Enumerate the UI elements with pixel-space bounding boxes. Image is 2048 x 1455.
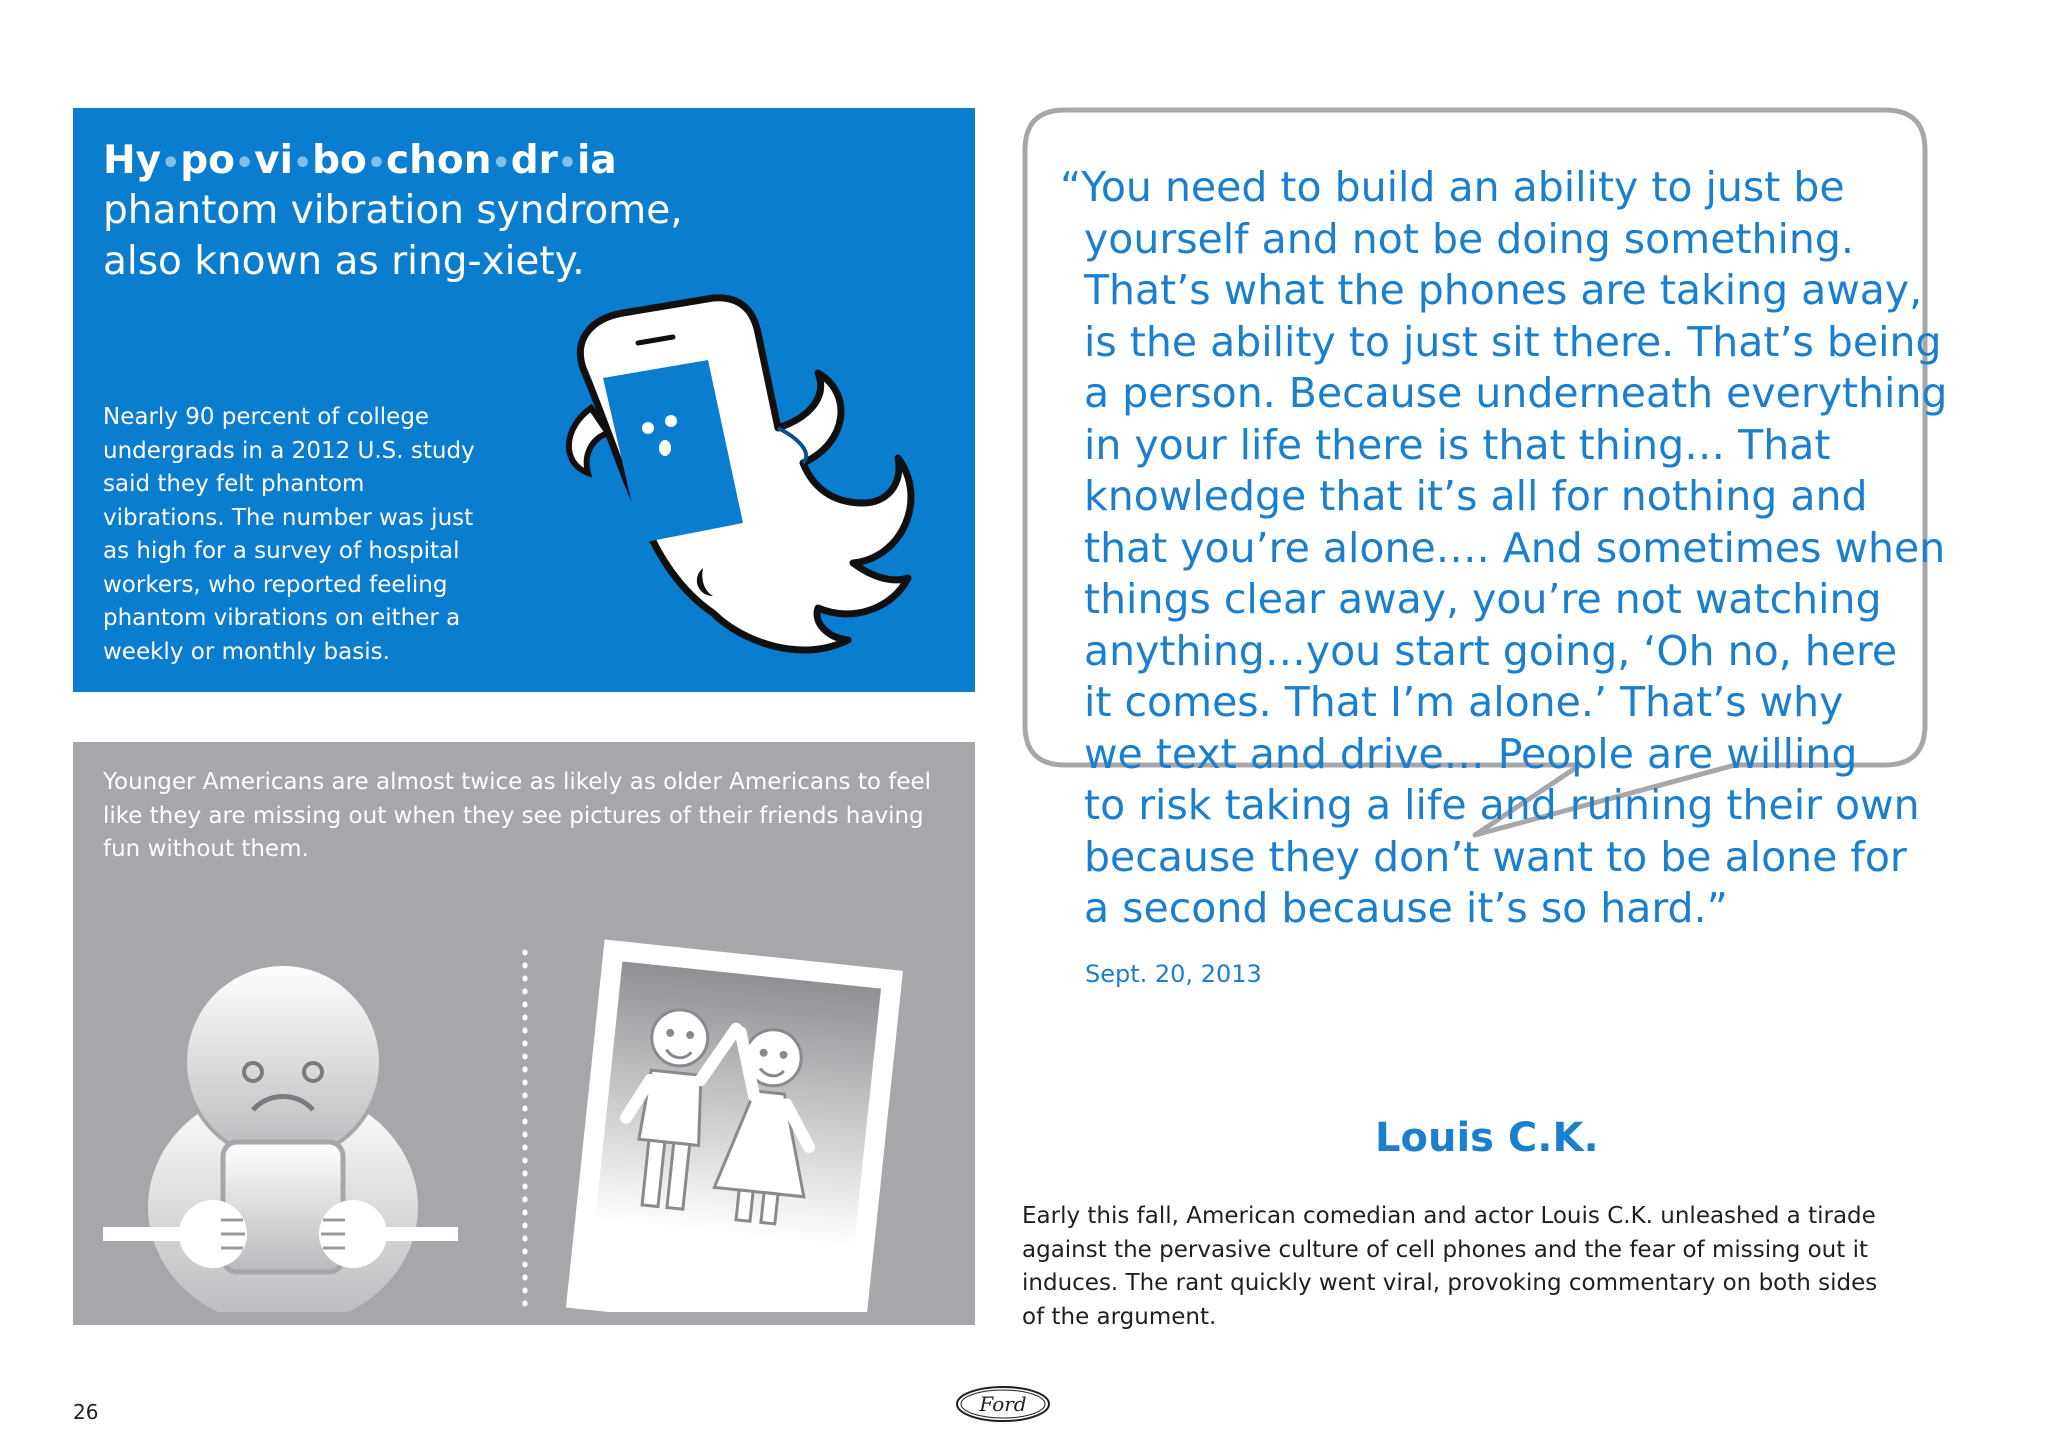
syllable-dot: • [557, 146, 578, 181]
title-syllable: vi [254, 138, 293, 183]
title-syllable: Hy [103, 138, 162, 183]
fomo-illustration [103, 912, 963, 1312]
title-syllable: dr [510, 138, 558, 183]
title-syllable: chon [386, 138, 492, 183]
friends-photo-illustration [566, 940, 903, 1312]
phantom-vibration-stat: Nearly 90 percent of college undergrads in a 2012 U.S. study said they felt phantom vibrations. The number was just as high for a survey of hospital workers, who reported feeling phantom vibrations on either a weekly or monthly basis. [103, 404, 475, 665]
quote-line: That’s what the phones are taking away, [1084, 266, 1923, 314]
speaker-name: Louis C.K. [1375, 1115, 1599, 1161]
sad-kid-illustration [103, 964, 458, 1312]
title-syllable: po [180, 138, 235, 183]
fomo-stat: Younger Americans are almost twice as likely as older Americans to feel like they are missing out when they see pictures of their friends having fun without them. [103, 769, 932, 862]
syllable-dot: • [161, 146, 181, 181]
fomo-panel [73, 742, 975, 1325]
syllable-dot: • [234, 146, 255, 181]
quote-line: it comes. That I’m alone.’ That’s why [1084, 678, 1844, 726]
ford-logo [955, 1385, 1051, 1423]
subtitle-line-1: phantom vibration syndrome, [103, 188, 683, 233]
quote-line: “You need to build an ability to just be [1060, 163, 1845, 211]
quote-line: yourself and not be doing something. [1084, 214, 1854, 263]
ford-logo-text: Ford [979, 1392, 1027, 1416]
quote-line: in your life there is that thing… That [1084, 420, 1831, 469]
quote-line: is the ability to just sit there. That’s being [1084, 317, 1942, 366]
louis-ck-quote [1060, 162, 1948, 935]
ghost-phone-illustration [563, 278, 923, 678]
phantom-vibration-panel [73, 108, 975, 692]
syllable-dot: • [292, 146, 313, 181]
quote-line: knowledge that it’s all for nothing and [1084, 472, 1868, 520]
quote-line: a person. Because underneath everything [1084, 369, 1948, 417]
quote-date: Sept. 20, 2013 [1085, 960, 1262, 988]
quote-line: a second because it’s so hard.” [1084, 884, 1728, 932]
quote-line: to risk taking a life and ruining their own [1084, 781, 1920, 829]
page-number: 26 [73, 1400, 99, 1424]
quote-line: that you’re alone…. And sometimes when [1084, 523, 1946, 572]
subtitle-line-2: also known as ring-xiety. [103, 239, 585, 284]
quote-line: things clear away, you’re not watching [1084, 575, 1882, 623]
speaker-description: Early this fall, American comedian and actor Louis C.K. unleashed a tirade against the pervasive culture of cell phones and the fear of missing out it induces. The rant quickly went viral, provoking commentary on both sides of the argument. [1022, 1203, 1878, 1330]
quote-line: anything…you start going, ‘Oh no, here [1084, 626, 1898, 675]
syllable-dot: • [366, 146, 387, 181]
hypovibochondria-title [103, 138, 617, 183]
title-syllable: bo [312, 138, 367, 183]
quote-line: we text and drive… People are willing [1084, 729, 1858, 778]
quote-line: because they don’t want to be alone for [1084, 832, 1907, 881]
title-syllable: ia [577, 138, 617, 183]
syllable-dot: • [491, 146, 511, 181]
